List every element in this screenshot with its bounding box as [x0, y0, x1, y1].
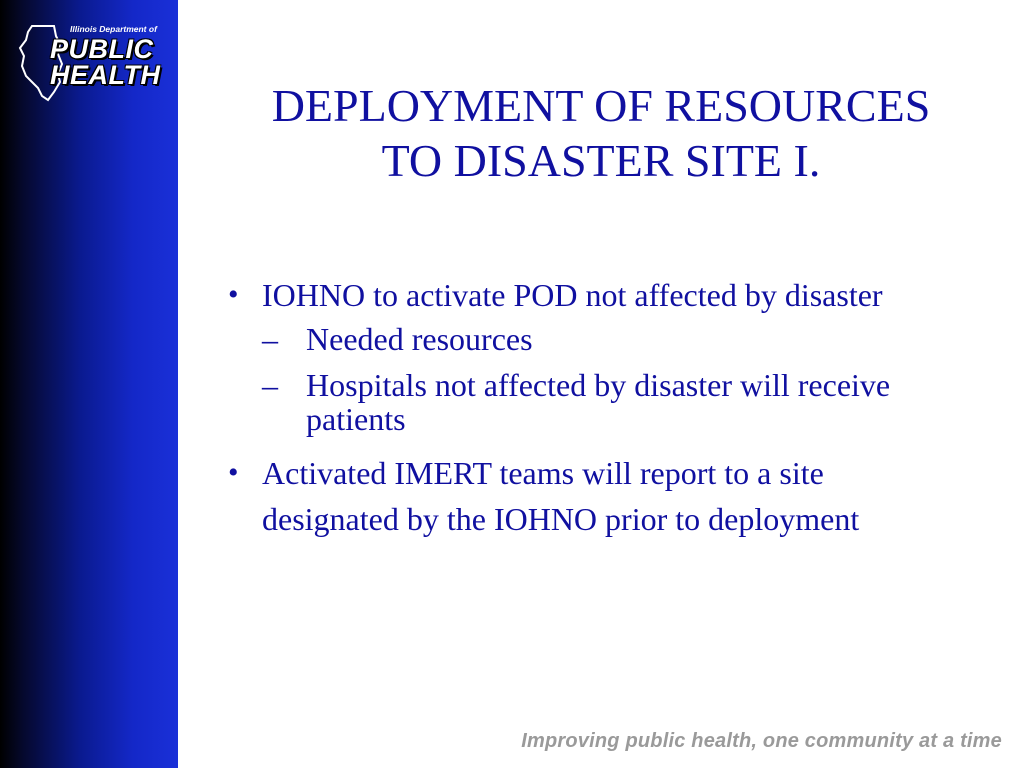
sub-bullet-marker: –	[262, 367, 278, 403]
bullet-item	[228, 450, 928, 542]
bullet-marker: •	[228, 278, 239, 311]
bullet-item	[228, 272, 928, 318]
sidebar-gradient	[0, 0, 178, 768]
logo-health-text: HEALTH	[50, 60, 161, 90]
logo-department-line: Illinois Department of	[70, 24, 157, 34]
slide-title-line-2: TO DISASTER SITE I.	[381, 135, 821, 186]
sub-bullet-marker: –	[262, 321, 278, 357]
logo-public-text: PUBLIC	[50, 34, 154, 64]
bullet-text: Activated IMERT teams will report to a site designated by the IOHNO prior to deployment	[262, 455, 860, 537]
bullet-marker: •	[228, 456, 239, 489]
slide-title	[178, 78, 1024, 188]
sub-bullet-text: Needed resources	[306, 321, 533, 357]
slide-body	[228, 272, 928, 542]
bullet-text: IOHNO to activate POD not affected by disaster	[262, 277, 883, 313]
sub-bullet-item	[262, 368, 928, 436]
sub-bullet-text: Hospitals not affected by disaster will receive patients	[306, 367, 891, 437]
idph-logo	[14, 22, 170, 102]
slide-title-line-1: DEPLOYMENT OF RESOURCES	[271, 80, 931, 131]
footer-tagline: Improving public health, one community at a time	[521, 730, 1002, 752]
sub-bullet-item	[262, 322, 928, 356]
